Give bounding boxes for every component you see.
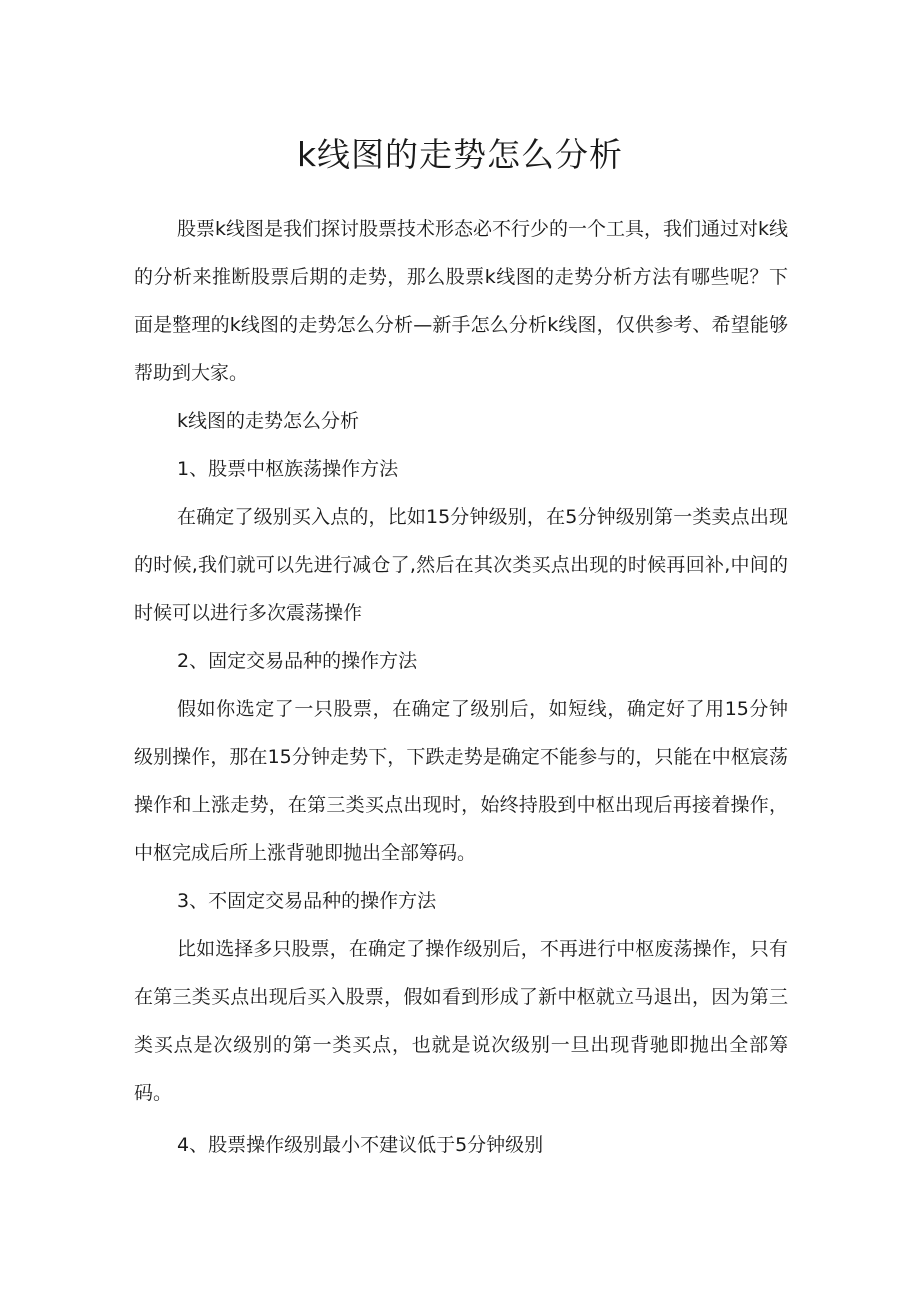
method-1-paragraph: 在确定了级别买入点的，比如15分钟级别，在5分钟级别第一类卖点出现的时候,我们就可以先进行减仓了,然后在其次类买点出现的时候再回补,中间的时候可以进行多次震荡操作 [134, 506, 788, 624]
method-4-heading: 4、股票操作级别最小不建议低于5分钟级别 [177, 1134, 544, 1156]
method-3-paragraph: 比如选择多只股票，在确定了操作级别后，不再进行中枢废荡操作，只有在第三类买点出现后买入股票，假如看到形成了新中枢就立马退出，因为第三类买点是次级别的第一类买点，也就是说次级别一旦出现背驰即抛出全部筹码。 [134, 938, 788, 1104]
method-1-heading: 1、股票中枢族荡操作方法 [177, 458, 399, 480]
method-2-paragraph: 假如你选定了一只股票，在确定了级别后，如短线，确定好了用15分钟级别操作，那在15分钟走势下，下跌走势是确定不能参与的，只能在中枢宸荡操作和上涨走势，在第三类买点出现时，始终持股到中枢出现后再接着操作，中枢完成后所上涨背驰即抛出全部筹码。 [134, 698, 788, 864]
method-3-heading: 3、不固定交易品种的操作方法 [177, 890, 437, 912]
document-body [134, 205, 788, 1169]
method-2-heading: 2、固定交易品种的操作方法 [177, 650, 418, 672]
document-title: k线图的走势怎么分析 [296, 135, 624, 174]
section-heading: k线图的走势怎么分析 [177, 410, 360, 432]
intro-paragraph: 股票k线图是我们探讨股票技术形态必不行少的一个工具，我们通过对k线的分析来推断股票后期的走势，那么股票k线图的走势分析方法有哪些呢？下面是整理的k线图的走势怎么分析—新手怎么分析k线图，仅供参考、希望能够帮助到大家。 [134, 218, 789, 384]
